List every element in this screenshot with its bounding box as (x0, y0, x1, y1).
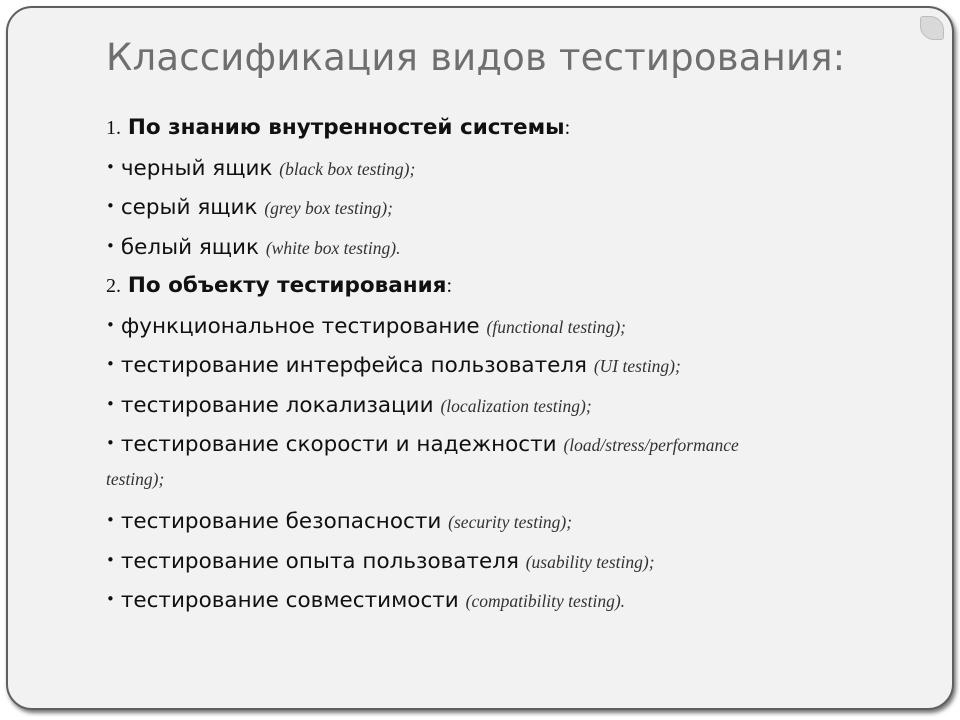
bullet-icon: • (106, 434, 115, 452)
item-label-en: (usability testing); (525, 551, 655, 572)
content-list (106, 108, 906, 620)
item-label-en: (black box testing); (279, 158, 416, 179)
bullet-icon: • (106, 157, 115, 176)
item-label-en: (UI testing); (593, 356, 681, 376)
item-label-ru: тестирование совместимости (120, 588, 459, 613)
item-label-ru: тестирование локализации (120, 392, 434, 418)
section-number: 2. (106, 275, 121, 297)
list-item (106, 148, 906, 188)
bullet-icon: • (106, 236, 115, 255)
list-item (106, 541, 906, 581)
list-item (106, 580, 906, 620)
item-label-en: (grey box testing); (264, 198, 393, 218)
list-item (106, 187, 906, 227)
item-label-en: (localization testing); (440, 395, 592, 416)
list-item (106, 345, 906, 385)
bullet-icon: • (106, 355, 115, 373)
section-title: По знанию внутренностей системы (127, 115, 565, 140)
section-number: 1. (106, 117, 121, 139)
item-label-ru: тестирование безопасности (120, 509, 442, 534)
bullet-icon: • (106, 315, 115, 334)
section-colon: : (446, 275, 453, 297)
item-label-en: (security testing); (448, 512, 573, 532)
section-colon: : (564, 117, 571, 139)
item-label-ru: черный ящик (120, 155, 273, 181)
section-heading (106, 266, 906, 306)
list-item (106, 385, 906, 425)
item-label-ru: белый ящик (120, 234, 260, 260)
slide-title: Классификация видов тестирования: (106, 36, 846, 79)
item-label-en: (load/stress/performance (563, 435, 739, 455)
item-label-en: (functional testing); (486, 316, 627, 337)
item-label-ru: тестирование опыта пользователя (120, 548, 519, 574)
item-label-en-continued: testing); (106, 469, 165, 489)
corner-decoration (920, 16, 944, 40)
list-item-continuation (106, 464, 906, 501)
bullet-icon: • (106, 590, 115, 608)
list-item (106, 424, 906, 464)
item-label-ru: функциональное тестирование (120, 313, 480, 339)
list-item (106, 306, 906, 346)
item-label-ru: тестирование интерфейса пользователя (120, 353, 587, 378)
list-item (106, 227, 906, 267)
item-label-en: (white box testing). (265, 237, 401, 258)
section-title: По объекту тестирования (127, 273, 447, 298)
item-label-ru: тестирование скорости и надежности (120, 432, 557, 457)
bullet-icon: • (106, 511, 115, 529)
bullet-icon: • (106, 394, 115, 413)
section-heading (106, 108, 906, 148)
bullet-icon: • (106, 197, 115, 215)
item-label-en: (compatibility testing). (465, 591, 626, 611)
bullet-icon: • (106, 550, 115, 569)
list-item (106, 501, 906, 541)
item-label-ru: серый ящик (120, 195, 258, 220)
